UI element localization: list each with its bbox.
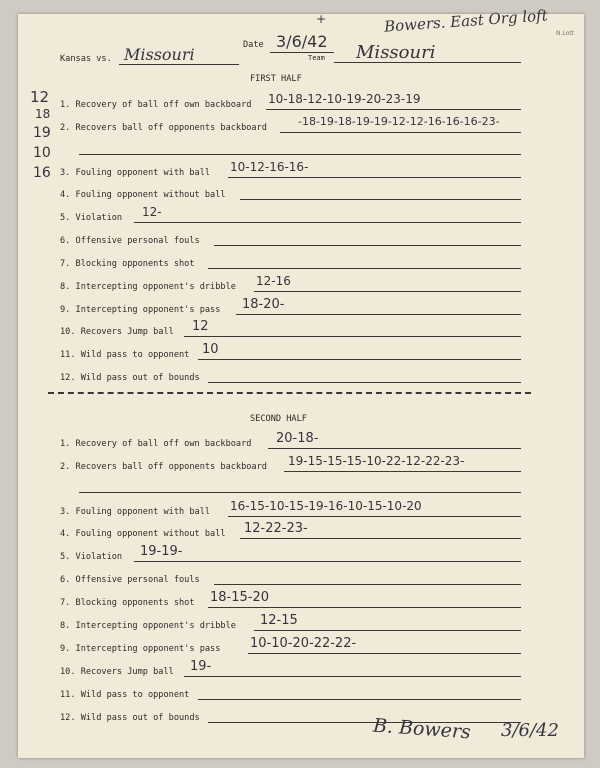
stat-entry: 12-22-23- [244,521,308,536]
stat-entry: 20-18- [276,431,319,446]
margin-number: 18 [35,107,51,121]
stat-entry: 19-15-15-15-10-22-12-22-23- [288,454,465,468]
margin-number: 16 [33,165,51,181]
stat-label: 5. Violation [60,552,123,562]
stat-label: 4. Fouling opponent without ball [60,529,226,539]
score-sheet [18,6,584,758]
stat-label: 10. Recovers Jump ball [60,667,174,677]
stat-label: 6. Offensive personal fouls [60,575,200,585]
stat-label: 1. Recovery of ball off own backboard [60,100,252,110]
stat-entry: 10-12-16-16- [230,160,309,174]
stat-label: 2. Recovers ball off opponents backboard [60,462,267,472]
stat-entry: 19- [190,659,212,674]
stat-entry: 10-18-12-10-19-20-23-19 [268,92,421,106]
stat-label: 10. Recovers Jump ball [60,327,174,337]
corner-note-small: N.Lott [556,30,575,37]
opponent-name: Missouri [124,45,195,64]
date-value: 3/6/42 [276,32,328,51]
stat-entry: 16-15-10-15-19-16-10-15-10-20 [230,499,422,513]
signature-date: 3/6/42 [501,720,559,741]
stat-entry: 18-15-20 [210,590,270,605]
stat-label: 8. Intercepting opponent's dribble [60,621,236,631]
stat-label: 11. Wild pass to opponent [60,690,190,700]
stat-label: 12. Wild pass out of bounds [60,713,200,723]
section-title-first-half: FIRST HALF [250,74,302,84]
stat-label: 2. Recovers ball off opponents backboard [60,123,267,133]
stat-entry: 12-16 [256,274,291,288]
stat-label: 7. Blocking opponents shot [60,598,195,608]
stat-label: 1. Recovery of ball off own backboard [60,439,252,449]
stat-label: 4. Fouling opponent without ball [60,190,226,200]
stat-entry: 12 [192,319,209,334]
corner-note: Bowers. East Org loft [383,6,549,36]
date-label: Date [243,40,264,50]
stat-entry: -18-19-18-19-19-12-12-16-16-16-23- [298,115,500,128]
stat-entry: 10 [202,342,219,357]
margin-number: 10 [33,145,51,161]
stat-label: 5. Violation [60,213,123,223]
margin-number: 19 [33,125,51,141]
signature-name: B. Bowers [372,714,472,744]
stat-label: 8. Intercepting opponent's dribble [60,282,236,292]
stat-label: 3. Fouling opponent with ball [60,507,211,517]
stat-entry: 12- [142,205,162,219]
stat-label: 6. Offensive personal fouls [60,236,200,246]
team-value: Missouri [356,42,436,63]
stat-entry: 10-10-20-22-22- [250,636,357,651]
stat-label: 9. Intercepting opponent's pass [60,305,221,315]
stat-entry: 12-15 [260,613,298,628]
half-divider [48,392,531,394]
section-title-second-half: SECOND HALF [250,414,307,424]
kansas-vs-label: Kansas vs. [60,54,112,64]
stat-entry: 19-19- [140,544,183,559]
stat-label: 9. Intercepting opponent's pass [60,644,221,654]
stat-label: 7. Blocking opponents shot [60,259,195,269]
stat-label: 12. Wild pass out of bounds [60,373,200,383]
stat-entry: 18-20- [242,297,285,312]
stat-label: 11. Wild pass to opponent [60,350,190,360]
stat-label: 3. Fouling opponent with ball [60,168,211,178]
margin-number: 12 [30,88,50,106]
corner-mark: + [316,12,327,26]
team-label: Team [308,54,325,62]
